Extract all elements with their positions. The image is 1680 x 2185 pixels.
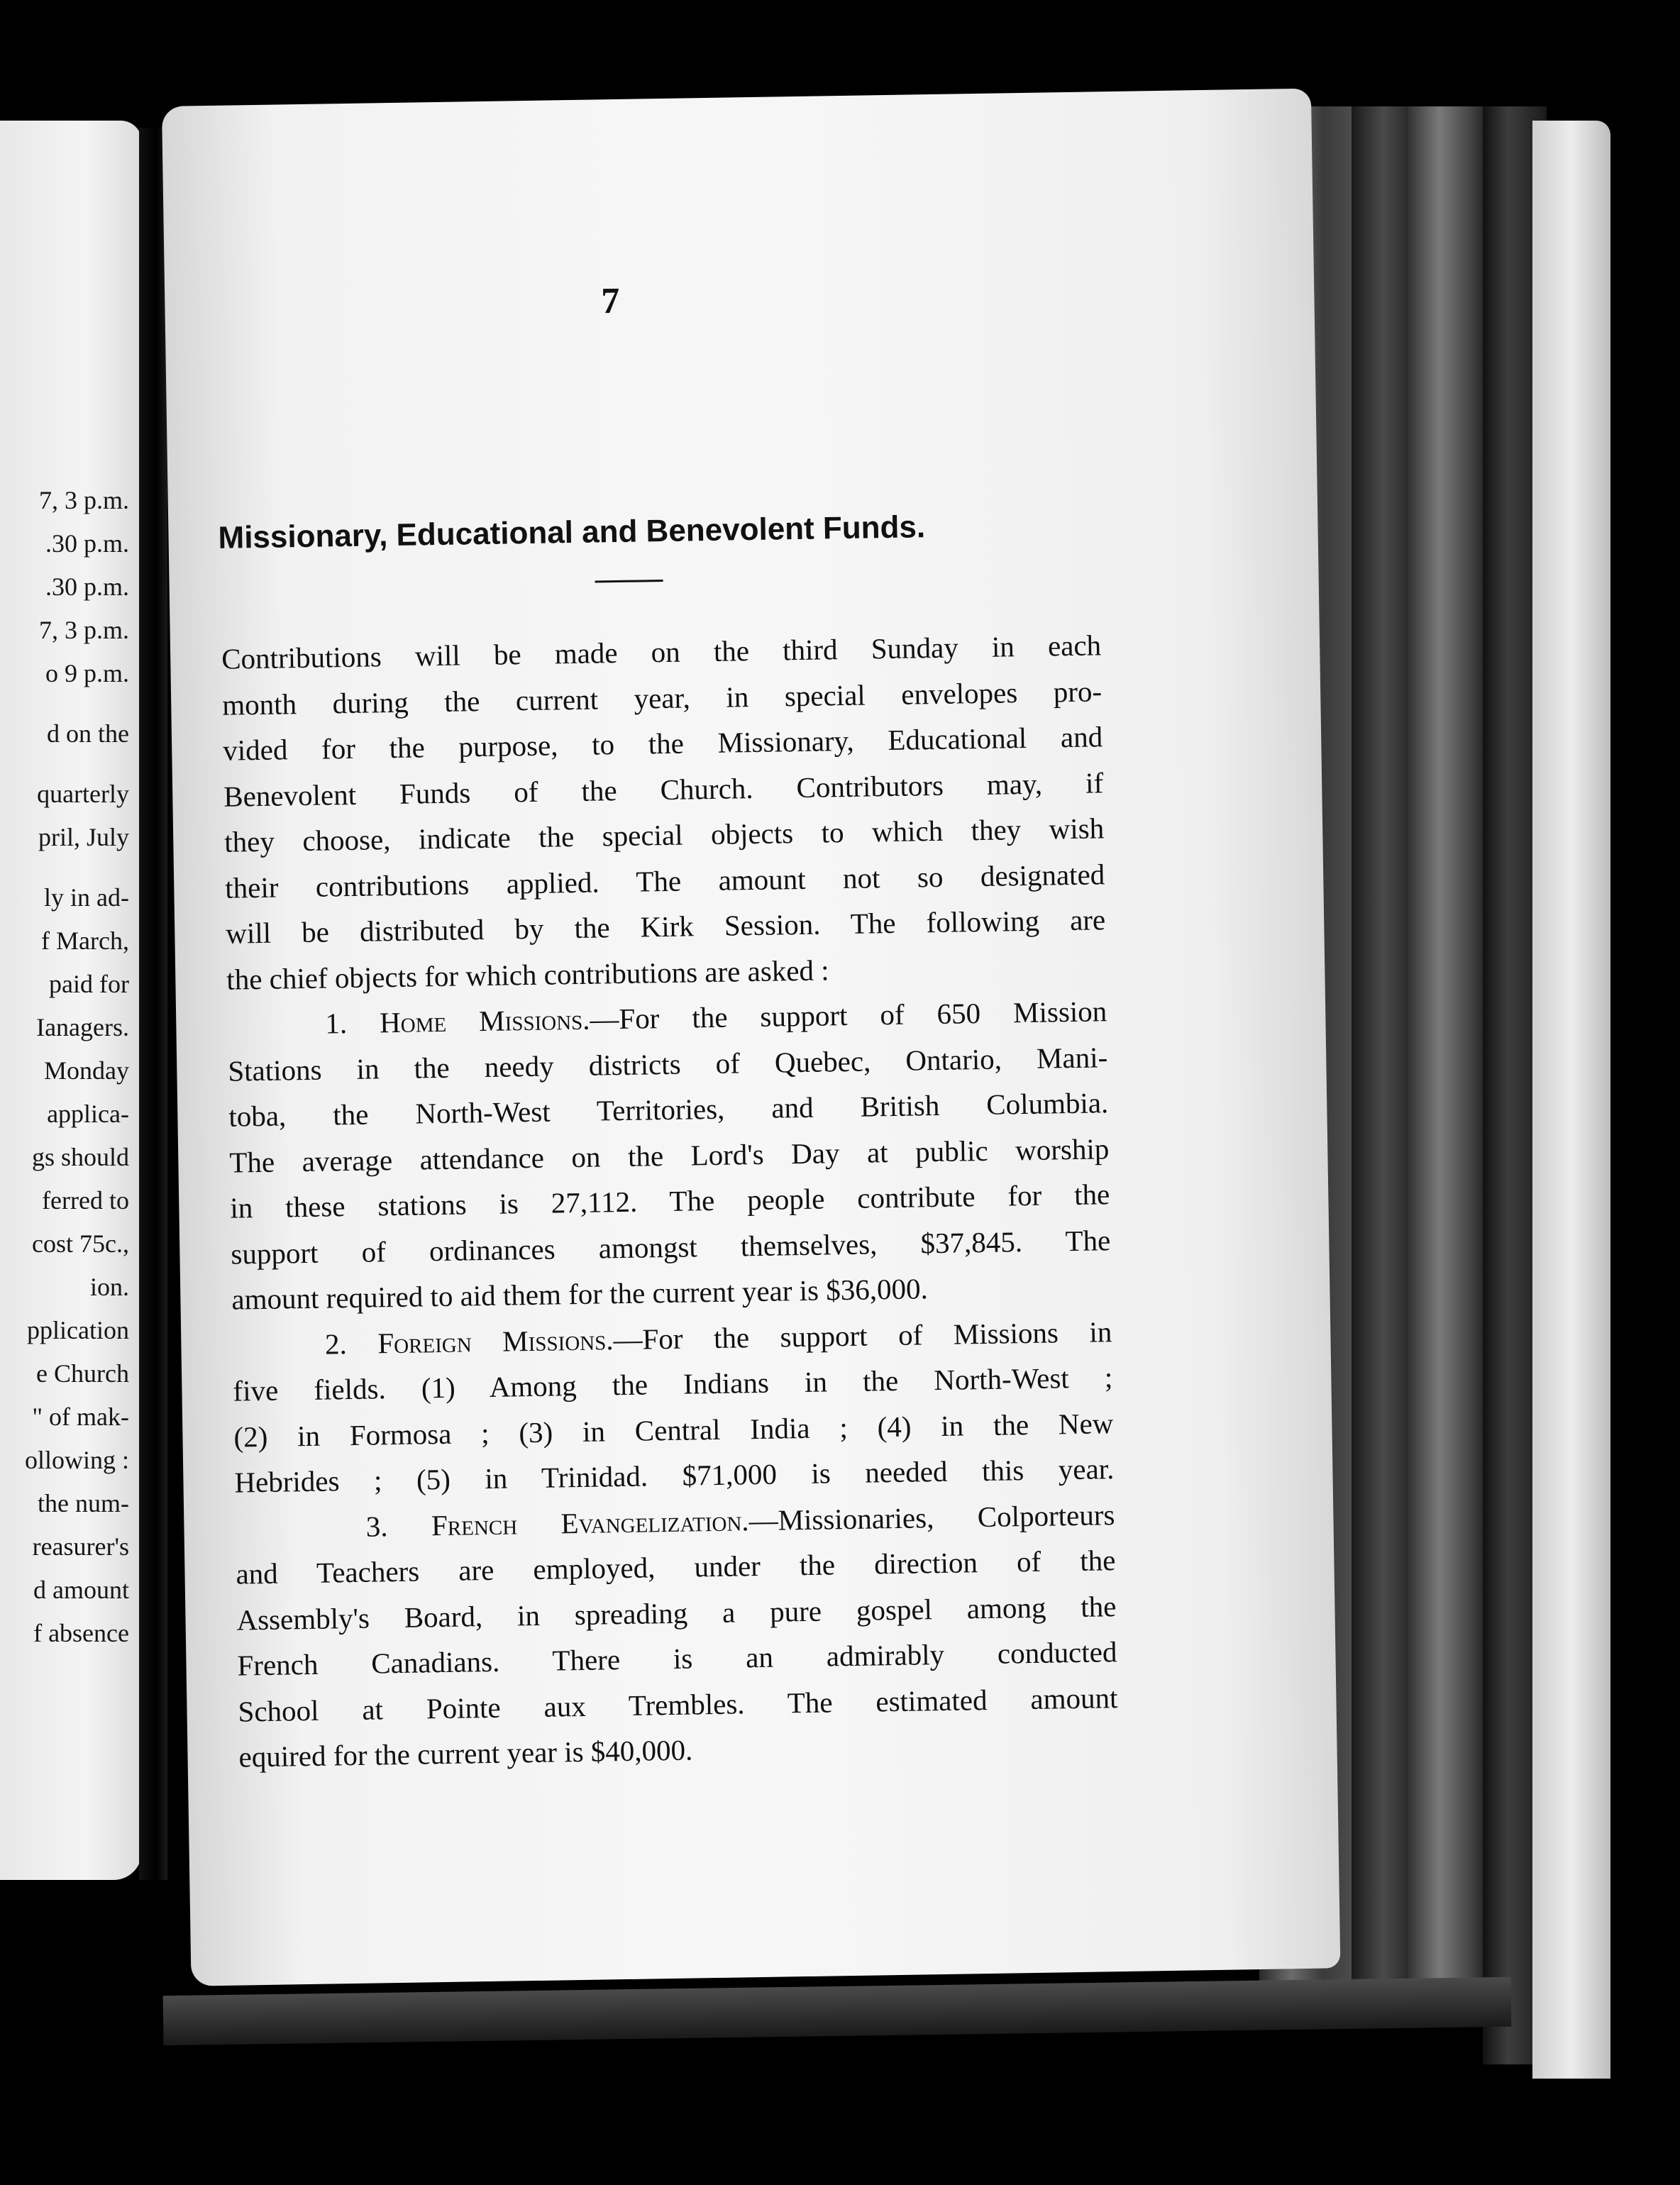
item-title: Home Missions. xyxy=(379,1002,590,1039)
left-page-line: ly in ad- xyxy=(44,883,129,912)
item-text: —Missionaries, Colporteurs xyxy=(748,1498,1115,1537)
left-page-line: applica- xyxy=(47,1100,129,1128)
back-cover-edge xyxy=(1532,121,1610,2079)
body-text xyxy=(221,622,1119,1780)
left-page-line: e Church xyxy=(36,1359,129,1388)
paragraph-line: support of ordinances amongst themselves, $37,845. The xyxy=(231,1223,1111,1271)
paragraph-line: Stations in the needy districts of Quebec, Ontario, Mani- xyxy=(227,1040,1108,1088)
left-page-line: d on the xyxy=(47,719,129,748)
paragraph-line: amount required to aid them for the current year is $36,000. xyxy=(231,1272,929,1316)
left-page-line: quarterly xyxy=(37,780,129,808)
left-page-line: ion. xyxy=(89,1273,129,1301)
left-page-line: f March, xyxy=(41,926,129,955)
paragraph-line: in these stations is 27,112. The people contribute for the xyxy=(230,1178,1110,1224)
left-page-line: ollowing : xyxy=(24,1446,129,1474)
page-edges xyxy=(1408,106,1486,2022)
paragraph-line: five fields. (1) Among the Indians in the North-West ; xyxy=(233,1361,1113,1407)
left-page-line: 7, 3 p.m. xyxy=(38,486,129,514)
left-page-line: d amount xyxy=(33,1576,129,1604)
paragraph-line: their contributions applied. The amount not so designated xyxy=(224,857,1105,905)
main-page xyxy=(162,89,1340,1986)
item-number: 3. xyxy=(365,1509,388,1543)
left-page-line xyxy=(0,695,129,712)
page-heading: Missionary, Educational and Benevolent Funds. xyxy=(218,509,926,555)
left-page-line: ferred to xyxy=(42,1186,129,1215)
paragraph-line: month during the current year, in special envelopes pro- xyxy=(221,674,1102,721)
heading-rule xyxy=(595,580,663,583)
left-page-line xyxy=(0,756,129,773)
paragraph-line: French Canadians. There is an admirably conducted xyxy=(237,1635,1117,1682)
item-text: —For the support of Missions in xyxy=(613,1315,1112,1356)
left-page-line: .30 p.m. xyxy=(45,572,129,601)
left-page-line: the num- xyxy=(38,1489,129,1517)
left-page-line: o 9 p.m. xyxy=(45,659,129,687)
left-page-line: gs should xyxy=(31,1143,129,1171)
page-number: 7 xyxy=(600,280,620,322)
paragraph-line: The average attendance on the Lord's Day at public worship xyxy=(229,1132,1110,1179)
paragraph-line: Assembly's Board, in spreading a pure gospel among the xyxy=(236,1589,1117,1637)
paragraph-line: the chief objects for which contributions are asked : xyxy=(226,953,829,996)
left-page-text xyxy=(0,479,129,1655)
left-page-line: cost 75c., xyxy=(32,1229,129,1258)
page-edges xyxy=(1352,106,1415,2008)
left-page-line: paid for xyxy=(49,970,129,998)
paragraph-line: toba, the North-West Territories, and British Columbia. xyxy=(228,1086,1109,1133)
left-page-line: pril, July xyxy=(38,823,129,851)
item-number: 1. xyxy=(324,1007,348,1040)
item-title: French Evangelization. xyxy=(431,1503,749,1542)
paragraph-line: they choose, indicate the special objects to which they wish xyxy=(223,812,1105,858)
paragraph-line: Contributions will be made on the third Sunday in each xyxy=(221,629,1102,675)
item-title: Foreign Missions. xyxy=(377,1322,614,1359)
left-page-line: 7, 3 p.m. xyxy=(38,616,129,644)
item-number: 2. xyxy=(324,1327,348,1361)
paragraph-line: and Teachers are employed, under the direction of the xyxy=(236,1544,1116,1591)
left-page-line: f absence xyxy=(33,1619,129,1647)
paragraph-line: (2) in Formosa ; (3) in Central India ; (4) in the New xyxy=(233,1406,1114,1454)
paragraph-line: will be distributed by the Kirk Session. The following are xyxy=(225,903,1106,950)
left-page-line: Ianagers. xyxy=(36,1013,129,1041)
left-page-line: reasurer's xyxy=(32,1532,129,1561)
paragraph-line: vided for the purpose, to the Missionary, Educational and xyxy=(222,720,1103,767)
paragraph-line: School at Pointe aux Trembles. The estimated amount xyxy=(238,1681,1118,1728)
left-page-line: pplication xyxy=(27,1316,129,1344)
left-page-line: " of mak- xyxy=(32,1403,129,1431)
item-text: —For the support of 650 Mission xyxy=(590,995,1107,1036)
left-page-line: .30 p.m. xyxy=(45,529,129,558)
book-gutter xyxy=(139,128,167,1880)
book-bottom-edge xyxy=(163,1977,1512,2046)
left-page-line xyxy=(0,859,129,876)
paragraph-line: Benevolent Funds of the Church. Contributors may, if xyxy=(223,765,1104,813)
paragraph-line: Hebrides ; (5) in Trinidad. $71,000 is needed this year. xyxy=(234,1452,1115,1499)
left-page xyxy=(0,121,142,1880)
paragraph-line: equired for the current year is $40,000. xyxy=(238,1733,693,1774)
left-page-line: Monday xyxy=(44,1056,129,1085)
